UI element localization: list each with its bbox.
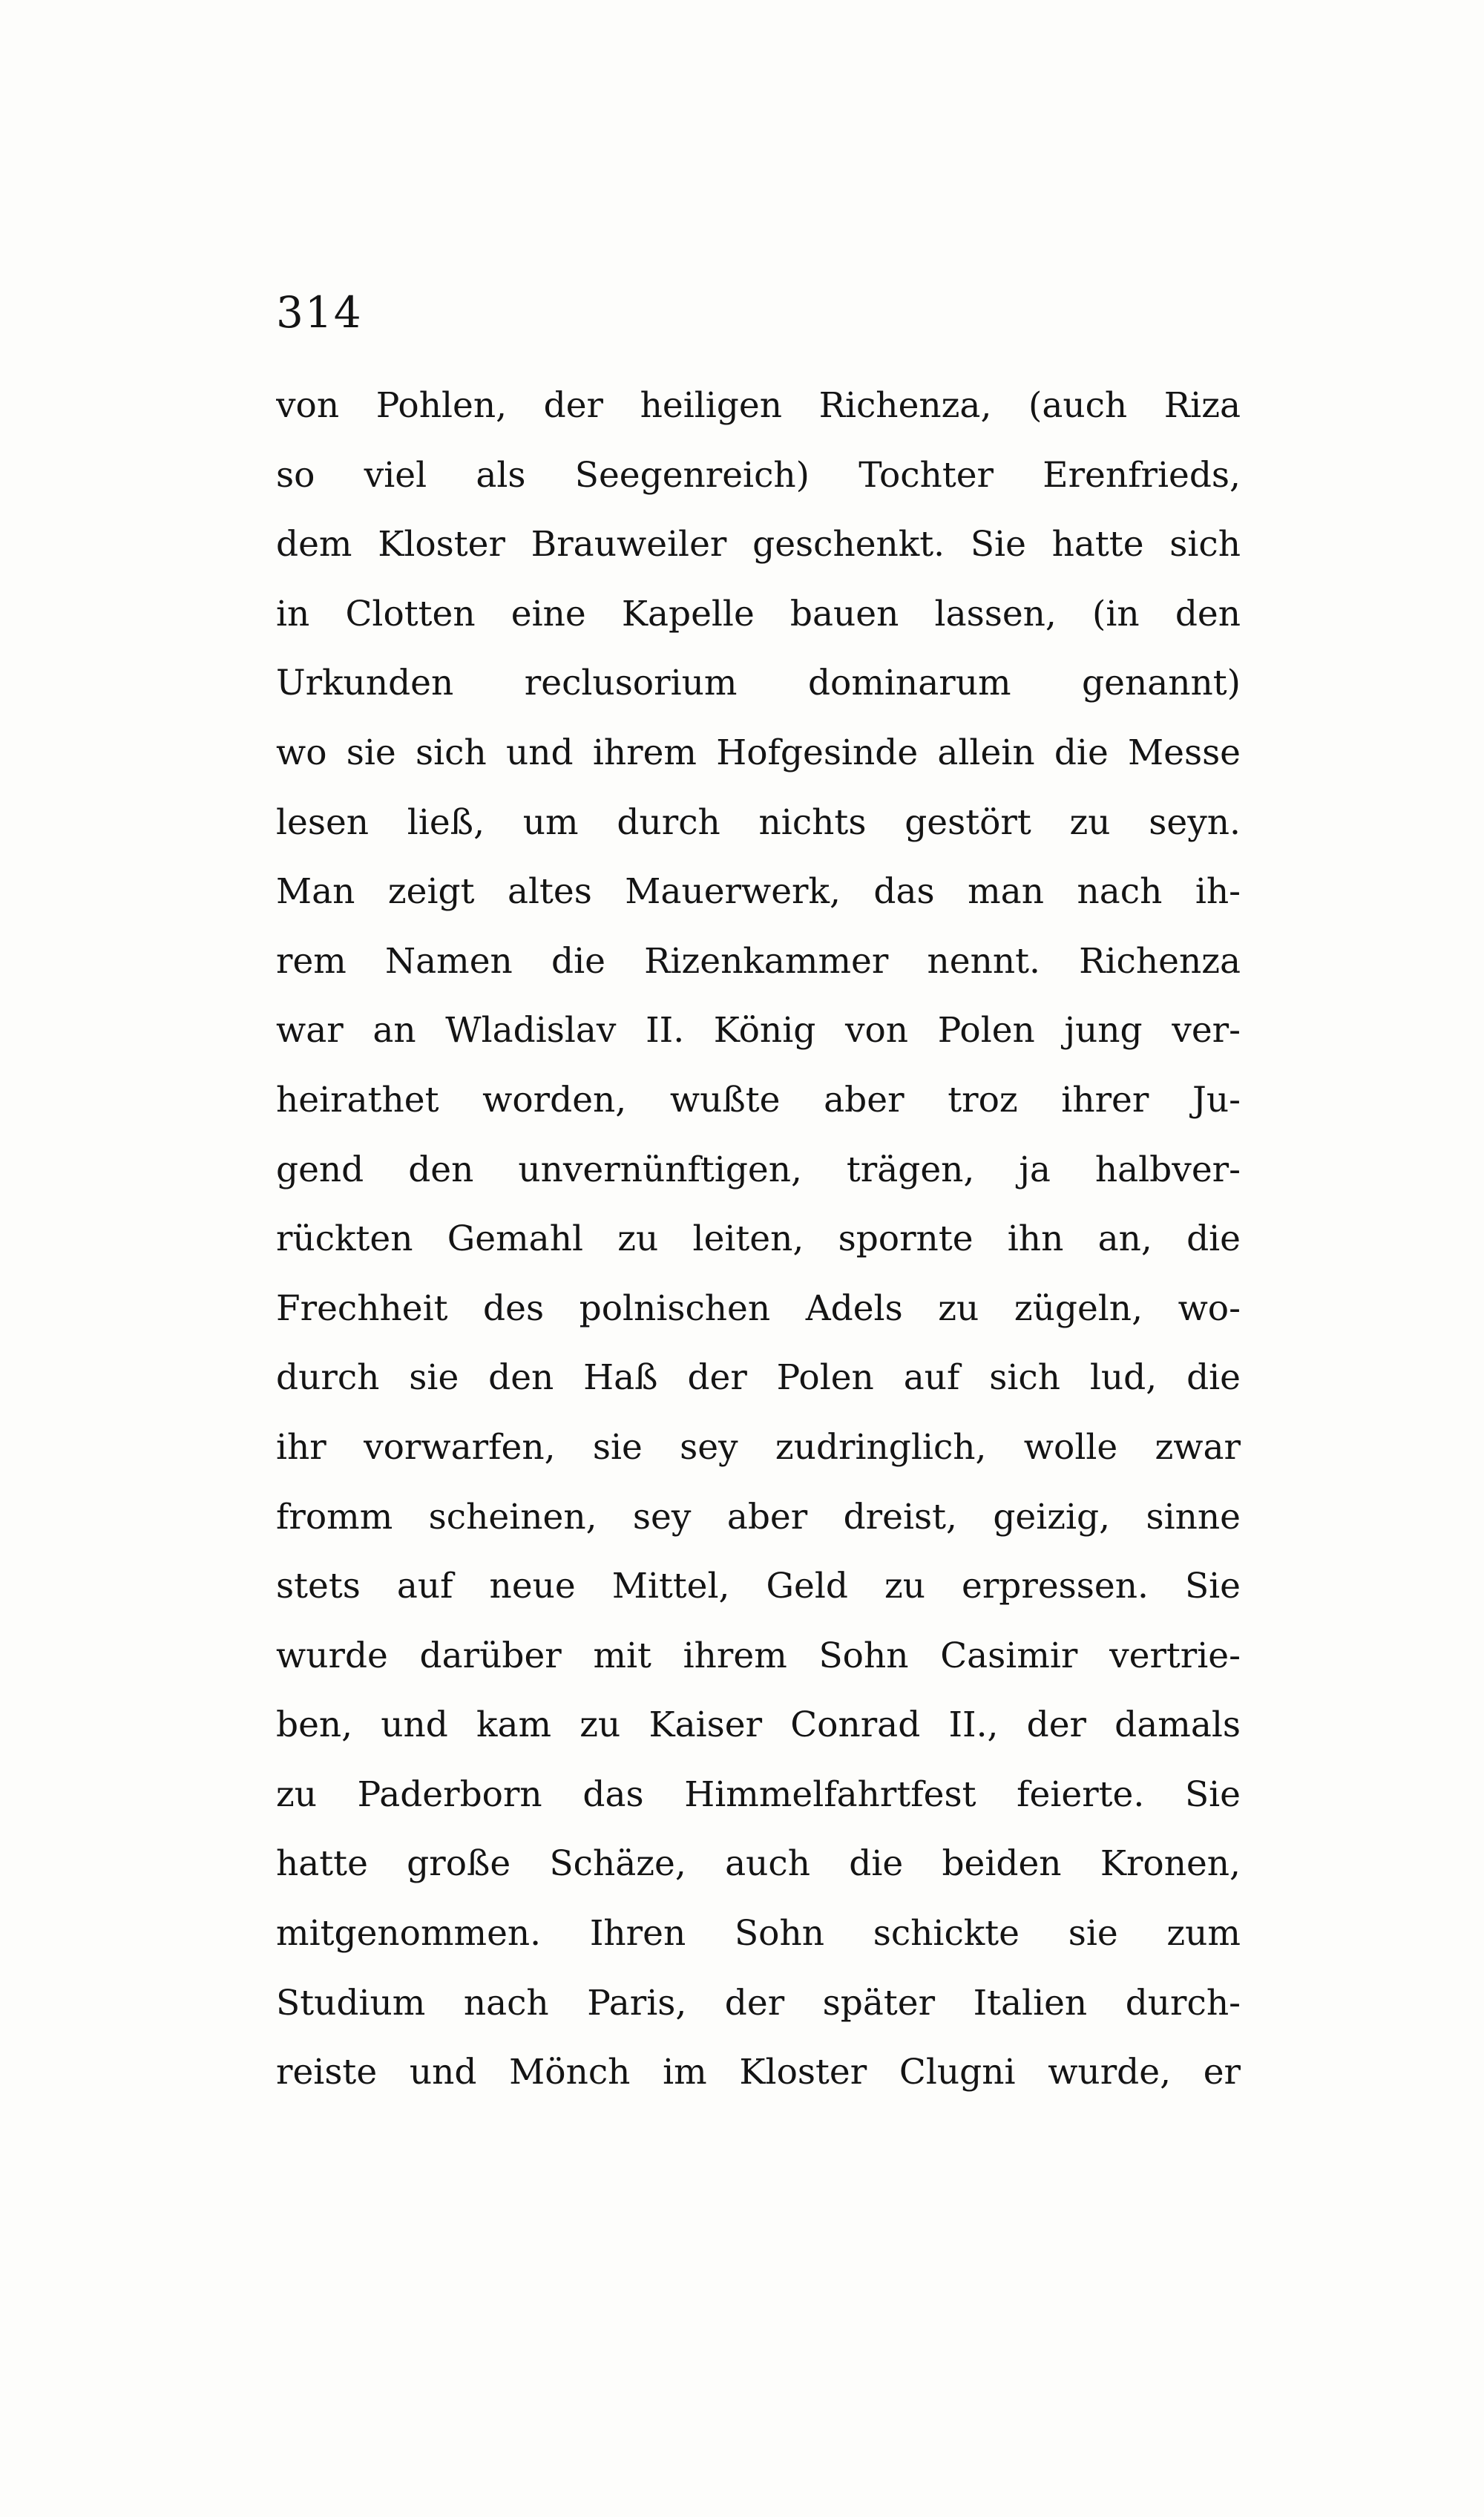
text-line: reiste und Mönch im Kloster Clugni wurde, er — [276, 2052, 1241, 2093]
text-line: wurde darüber mit ihrem Sohn Casimir vertrie- — [276, 1635, 1241, 1676]
text-line: heirathet worden, wußte aber troz ihrer Ju- — [276, 1079, 1241, 1120]
text-line: hatte große Schäze, auch die beiden Kronen, — [276, 1843, 1241, 1885]
text-line: gend den unvernünftigen, trägen, ja halbver- — [276, 1149, 1241, 1190]
text-line: lesen ließ, um durch nichts gestört zu seyn. — [276, 801, 1241, 843]
text-line: in Clotten eine Kapelle bauen lassen, (in den — [276, 593, 1241, 634]
text-line: stets auf neue Mittel, Geld zu erpressen. Sie — [276, 1566, 1241, 1607]
text-line: dem Kloster Brauweiler geschenkt. Sie hatte sich — [276, 524, 1241, 565]
text-line: wo sie sich und ihrem Hofgesinde allein die Messe — [276, 732, 1241, 773]
page-number: 314 — [276, 287, 363, 338]
text-line: Urkunden reclusorium dominarum genannt) — [276, 663, 1241, 704]
text-line: fromm scheinen, sey aber dreist, geizig, sinne — [276, 1496, 1241, 1538]
text-line: zu Paderborn das Himmelfahrtfest feierte. Sie — [276, 1773, 1241, 1815]
text-line: ihr vorwarfen, sie sey zudringlich, wolle zwar — [276, 1426, 1241, 1468]
text-line: Man zeigt altes Mauerwerk, das man nach ih- — [276, 871, 1241, 913]
body-text — [276, 371, 1241, 2107]
text-line: Studium nach Paris, der später Italien durch- — [276, 1982, 1241, 2024]
text-line: so viel als Seegenreich) Tochter Erenfrieds, — [276, 454, 1241, 496]
text-line: rem Namen die Rizenkammer nennt. Richenza — [276, 940, 1241, 982]
text-line: mitgenommen. Ihren Sohn schickte sie zum — [276, 1913, 1241, 1955]
text-line: durch sie den Haß der Polen auf sich lud, die — [276, 1357, 1241, 1399]
text-line: Frechheit des polnischen Adels zu zügeln, wo- — [276, 1287, 1241, 1329]
text-line: von Pohlen, der heiligen Richenza, (auch Riza — [276, 385, 1241, 426]
text-line: war an Wladislav II. König von Polen jung ver- — [276, 1010, 1241, 1051]
text-line: ben, und kam zu Kaiser Conrad II., der damals — [276, 1704, 1241, 1746]
text-line: rückten Gemahl zu leiten, spornte ihn an, die — [276, 1218, 1241, 1260]
